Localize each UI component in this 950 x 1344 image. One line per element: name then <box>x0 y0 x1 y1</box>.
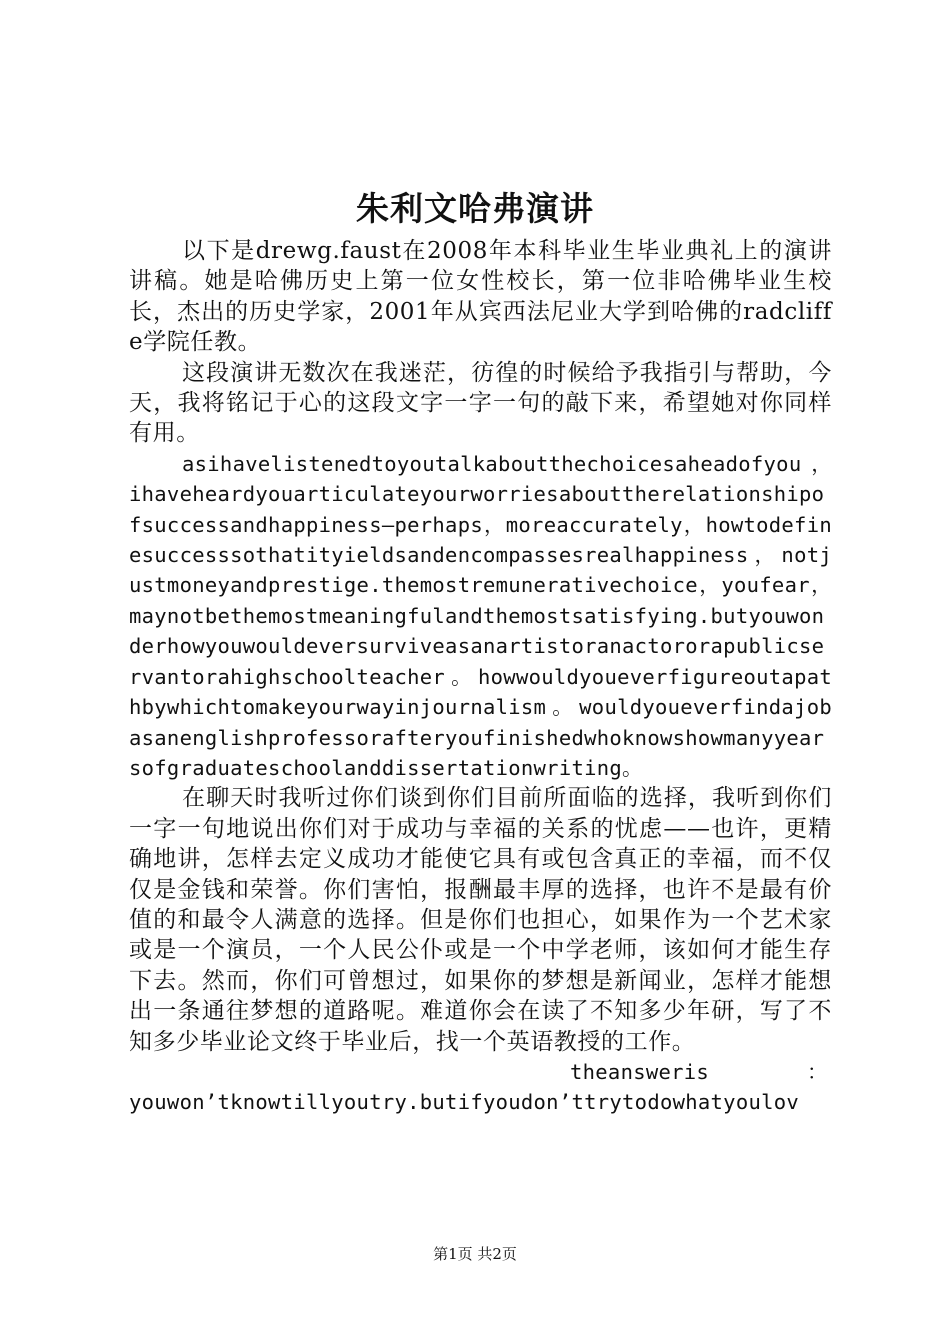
paragraph-intro: 以下是drewg.faust在2008年本科毕业生毕业典礼上的演讲讲稿。她是哈佛历史上第一位女性校长，第一位非哈佛毕业生校长，杰出的历史学家，2001年从宾西法尼业大学到哈佛的radcliffe学院任教。 <box>129 238 832 356</box>
paragraph-english-excerpt: asihavelistenedtoyoutalkaboutthechoicesaheadofyou，ihaveheardyouarticulateyourworriesabouttherelationshipofsuccessandhappiness—perhaps，moreaccurately，howtodefinesuccesssothatityieldsandencompassesrealhappiness，notjustmoneyandprestige.themostremunerativechoice，youfear，maynotbethemostmeaningfulandthemostsatisfying.butyouwonderhowyouwouldeversurviveasanartistoranactororapublicservantorahighschoolteacher。howwouldyoueverfigureoutapathbywhichtomakeyourwayinjournalism。wouldyoueverfindajobasanenglishprofessorafteryoufinishedwhoknowshowmanyyearsofgraduateschoolanddissertationwriting。 <box>129 451 832 780</box>
answer-lead-text: theansweris <box>570 1059 710 1084</box>
paragraph-personal-note: 这段演讲无数次在我迷茫，彷徨的时候给予我指引与帮助，今天，我将铭记于心的这段文字一字一句的敲下来，希望她对你同样有用。 <box>129 359 832 447</box>
answer-lead-colon: ： <box>807 1059 828 1084</box>
document-title: 朱利文哈弗演讲 <box>356 189 594 228</box>
paragraph-answer-lead <box>129 1057 832 1087</box>
page-footer: 第1页 共2页 <box>433 1245 517 1263</box>
paragraph-answer-continuation: youwon’tknowtillyoutry.butifyoudon’ttrytodowhatyoulov <box>129 1090 800 1115</box>
paragraph-chinese-translation: 在聊天时我听过你们谈到你们目前所面临的选择，我听到你们一字一句地说出你们对于成功与幸福的关系的忧虑——也许，更精确地讲，怎样去定义成功才能使它具有或包含真正的幸福，而不仅仅是金钱和荣誉。你们害怕，报酬最丰厚的选择，也许不是最有价值的和最令人满意的选择。但是你们也担心，如果作为一个艺术家或是一个演员，一个人民公仆或是一个中学老师，该如何才能生存下去。然而，你们可曾想过，如果你的梦想是新闻业，怎样才能想出一条通往梦想的道路呢。难道你会在读了不知多少年研，写了不知多少毕业论文终于毕业后，找一个英语教授的工作。 <box>129 785 832 1055</box>
document-body <box>129 236 832 1118</box>
